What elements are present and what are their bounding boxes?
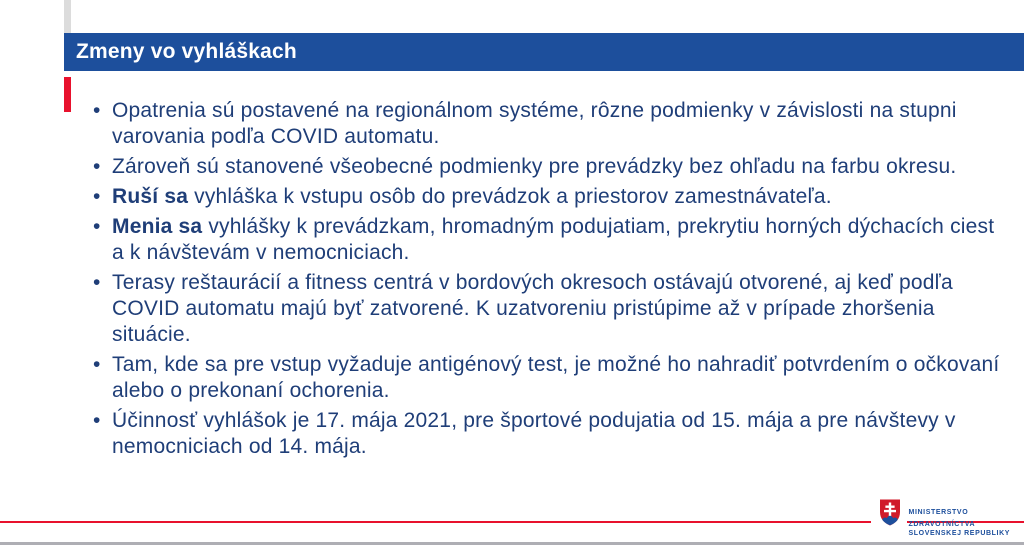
slide-header-bar xyxy=(64,33,1024,71)
bullet-item: • Opatrenia sú postavené na regionálnom systéme, rôzne podmienky v závislosti na stupni varovania podľa COVID automatu. xyxy=(88,98,1000,150)
left-gray-accent-bar xyxy=(64,0,71,33)
bullet-item: • Tam, kde sa pre vstup vyžaduje antigénový test, je možné ho nahradiť potvrdením o očkovaní alebo o prekonaní ochorenia. xyxy=(88,352,1000,404)
ministry-logo-line3: SLOVENSKEJ REPUBLIKY xyxy=(908,530,1010,537)
bullet-item: • Ruší sa vyhláška k vstupu osôb do prevádzok a priestorov zamestnávateľa. xyxy=(88,184,1000,210)
slide-body xyxy=(88,98,1000,464)
bullet-item: • Zároveň sú stanovené všeobecné podmienky pre prevádzky bez ohľadu na farbu okresu. xyxy=(88,154,1000,180)
bullet-item: • Terasy reštaurácií a fitness centrá v bordových okresoch ostávajú otvorené, aj keď podľa COVID automatu majú byť zatvorené. K uzatvoreniu pristúpime až v prípade zhoršenia situácie. xyxy=(88,270,1000,348)
bullet-item: • Menia sa vyhlášky k prevádzkam, hromadným podujatiam, prekrytiu horných dýchacích ciest a k návštevám v nemocniciach. xyxy=(88,214,1000,266)
page-title: Zmeny vo vyhláškach xyxy=(76,40,297,63)
slovak-coat-of-arms-icon xyxy=(871,497,907,533)
ministry-logo xyxy=(871,497,1010,541)
left-red-accent-bar xyxy=(64,77,71,112)
ministry-logo-line2: ZDRAVOTNÍCTVA xyxy=(908,521,976,528)
bullet-list xyxy=(88,98,1000,460)
bullet-item: • Účinnosť vyhlášok je 17. mája 2021, pre športové podujatia od 15. mája a pre návštevy v nemocniciach od 14. mája. xyxy=(88,408,1000,460)
ministry-logo-line1: MINISTERSTVO xyxy=(908,509,969,516)
ministry-logo-text xyxy=(909,509,1010,538)
